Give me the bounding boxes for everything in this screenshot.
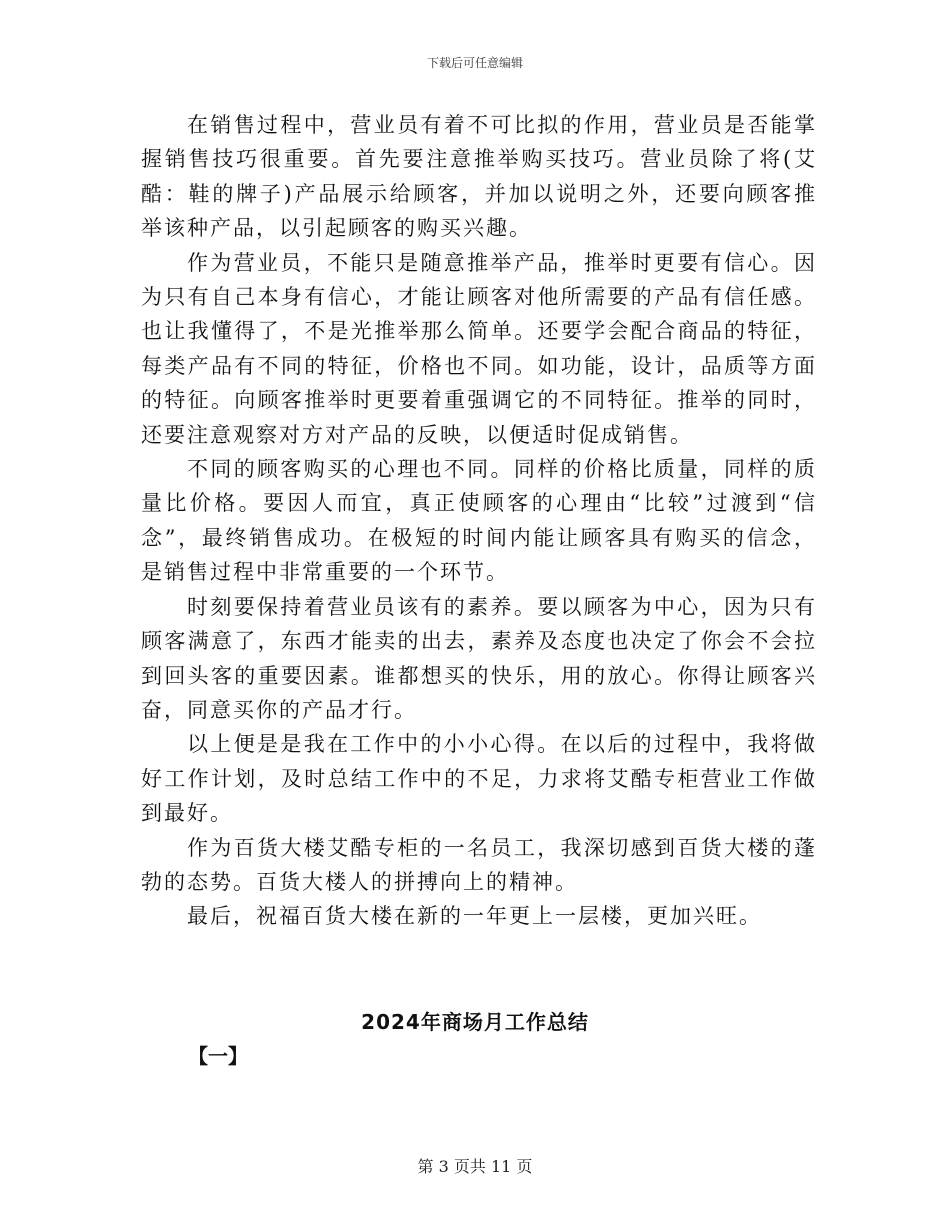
paragraph: 不同的顾客购买的心理也不同。同样的价格比质量，同样的质量比价格。要因人而宜，真正使顾客的心理由“比较”过渡到“信念”，最终销售成功。在极短的时间内能让顾客具有购买的信念，是销售过程中非常重要的一个环节。 bbox=[141, 457, 817, 585]
paragraph: 最后，祝福百货大楼在新的一年更上一层楼，更加兴旺。 bbox=[187, 904, 762, 929]
paragraph: 作为营业员，不能只是随意推举产品，推举时更要有信心。因为只有自己本身有信心，才能让顾客对他所需要的产品有信任感。也让我懂得了，不是光推举那么简单。还要学会配合商品的特征，每类产品有不同的特征，价格也不同。如功能，设计，品质等方面的特征。向顾客推举时更要着重强调它的不同特征。推举的同时，还要注意观察对方对产品的反映，以便适时促成销售。 bbox=[141, 250, 817, 447]
paragraph: 以上便是是我在工作中的小小心得。在以后的过程中，我将做好工作计划，及时总结工作中的不足，力求将艾酷专柜营业工作做到最好。 bbox=[141, 732, 817, 826]
page-number: 第 3 页共 11 页 bbox=[417, 1157, 533, 1176]
section-marker: 【一】 bbox=[188, 1044, 248, 1068]
paragraph: 作为百货大楼艾酷专柜的一名员工，我深切感到百货大楼的蓬勃的态势。百货大楼人的拼搏向上的精神。 bbox=[141, 835, 817, 894]
paragraph: 时刻要保持着营业员该有的素养。要以顾客为中心，因为只有顾客满意了，东西才能卖的出去，素养及态度也决定了你会不会拉到回头客的重要因素。谁都想买的快乐，用的放心。你得让顾客兴奋，同意买你的产品才行。 bbox=[141, 594, 817, 722]
document-body bbox=[141, 108, 817, 934]
section-title: 2024年商场月工作总结 bbox=[361, 1010, 589, 1034]
page-header-note: 下载后可任意编辑 bbox=[426, 56, 523, 70]
paragraph: 在销售过程中，营业员有着不可比拟的作用，营业员是否能掌握销售技巧很重要。首先要注意推举购买技巧。营业员除了将(艾酷：鞋的牌子)产品展示给顾客，并加以说明之外，还要向顾客推举该种产品，以引起顾客的购买兴趣。 bbox=[141, 113, 817, 241]
